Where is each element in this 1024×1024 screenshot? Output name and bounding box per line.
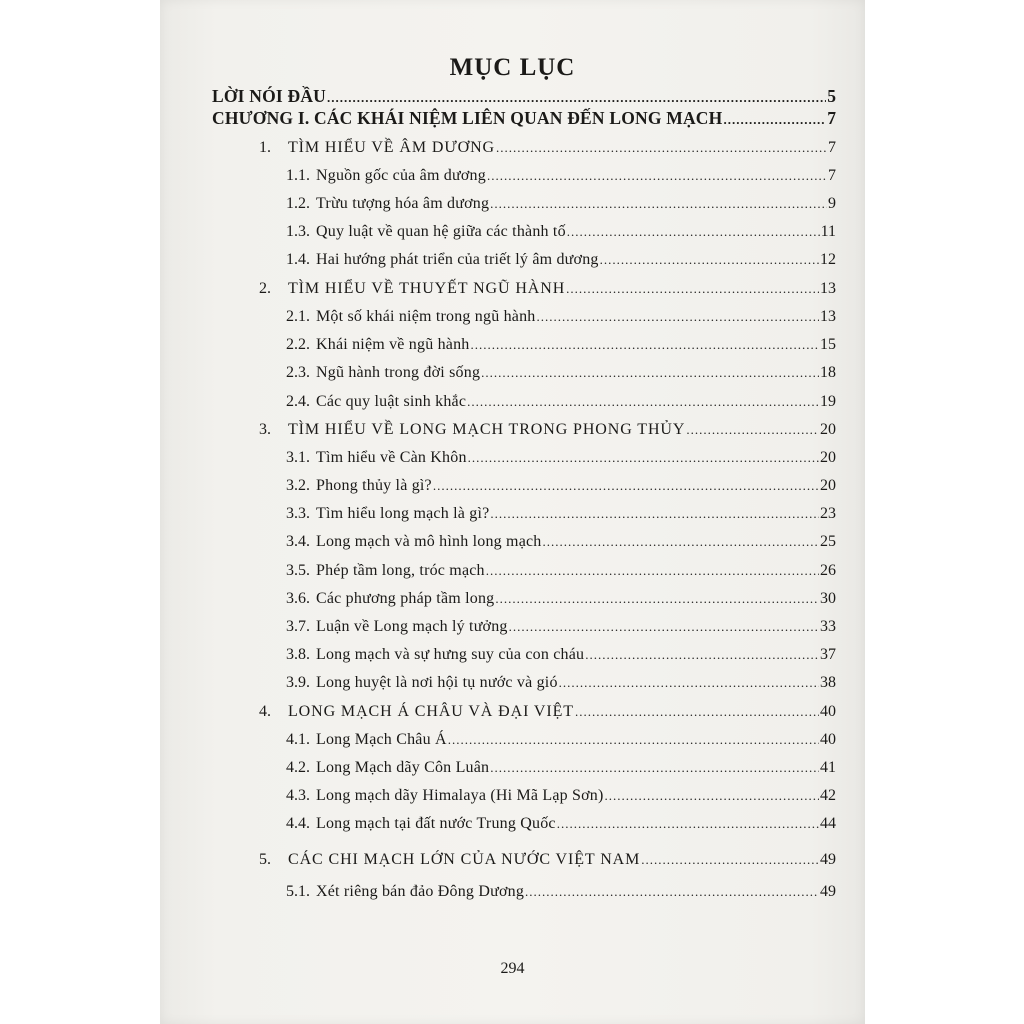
toc-entry-page: 7: [828, 167, 836, 184]
toc-entry-page: 26: [820, 562, 836, 579]
toc-subsection-entry: [286, 533, 836, 555]
dot-leader: [557, 816, 819, 832]
toc-entry-page: 25: [820, 533, 836, 550]
toc-subsection-entry: [286, 336, 836, 358]
toc-entry-page: 12: [820, 251, 836, 268]
toc-subsection-entry: [286, 646, 836, 668]
toc-entry-page: 40: [820, 703, 836, 720]
toc-entry-title: Long mạch và sự hưng suy của con cháu: [316, 646, 585, 663]
toc-entry-page: 49: [820, 851, 836, 868]
toc-entry-title: Phép tầm long, tróc mạch: [316, 562, 485, 579]
toc-entry-number: 4.: [259, 703, 271, 720]
toc-subsection-entry: [286, 562, 836, 584]
toc-subsection-entry: [286, 590, 836, 612]
toc-entry-page: 20: [820, 449, 836, 466]
toc-subsection-entry: [286, 308, 836, 330]
dot-leader: [487, 168, 827, 184]
toc-entry-page: 42: [820, 787, 836, 804]
dot-leader: [723, 112, 826, 128]
toc-entry-page: 7: [827, 108, 836, 128]
page-title: MỤC LỤC: [449, 54, 576, 81]
dot-leader: [495, 591, 819, 607]
toc-subsection-entry: [286, 477, 836, 499]
toc-subsection-entry: [286, 815, 836, 837]
toc-entry-title: Long mạch tại đất nước Trung Quốc: [316, 815, 556, 832]
toc-subsection-entry: [286, 674, 836, 696]
toc-entry-title: Xét riêng bán đảo Đông Dương: [316, 883, 525, 900]
dot-leader: [509, 619, 819, 635]
dot-leader: [486, 563, 819, 579]
toc-section-entry: [259, 280, 836, 302]
toc-section-entry: [259, 851, 836, 873]
dot-leader: [543, 534, 819, 550]
toc-subsection-entry: [286, 618, 836, 640]
toc-chapter-entry: [212, 108, 836, 130]
toc-entry-title: Hai hướng phát triển của triết lý âm dương: [316, 251, 599, 268]
dot-leader: [585, 647, 819, 663]
toc-subsection-entry: [286, 787, 836, 809]
dot-leader: [605, 788, 819, 804]
toc-entry-number: 3.4.: [286, 533, 310, 550]
toc-entry-page: 13: [820, 308, 836, 325]
toc-subsection-entry: [286, 449, 836, 471]
toc-entry-page: 20: [820, 477, 836, 494]
toc-entry-title: Long Mạch Châu Á: [316, 731, 447, 748]
toc-entry-page: 9: [828, 195, 836, 212]
dot-leader: [490, 196, 827, 212]
toc-entry-number: 3.5.: [286, 562, 310, 579]
toc-subsection-entry: [286, 251, 836, 273]
toc-entry-page: 18: [820, 364, 836, 381]
toc-entry-page: 30: [820, 590, 836, 607]
toc-entry-number: 1.: [259, 139, 271, 156]
toc-entry-title: Phong thủy là gì?: [316, 477, 432, 494]
toc-entry-page: 13: [820, 280, 836, 297]
toc-entry-page: 44: [820, 815, 836, 832]
toc-entry-number: 3.1.: [286, 449, 310, 466]
dot-leader: [559, 675, 819, 691]
toc-entry-page: 23: [820, 505, 836, 522]
toc-entry-title: Ngũ hành trong đời sống: [316, 364, 481, 381]
toc-entry-number: 3.9.: [286, 674, 310, 691]
book-page: [160, 0, 865, 1024]
toc-entry-number: 3.2.: [286, 477, 310, 494]
dot-leader: [686, 422, 819, 438]
toc-entry-title: Long Mạch dãy Côn Luân: [316, 759, 490, 776]
toc-entry-title: Long huyệt là nơi hội tụ nước và gió: [316, 674, 558, 691]
toc-entry-page: 7: [828, 139, 836, 156]
dot-leader: [490, 506, 819, 522]
toc-subsection-entry: [286, 393, 836, 415]
table-of-contents: [160, 0, 865, 1024]
toc-entry-number: 3.6.: [286, 590, 310, 607]
toc-section-entry: [259, 421, 836, 443]
toc-entry-title: Các quy luật sinh khắc: [316, 393, 467, 410]
toc-entry-page: 15: [820, 336, 836, 353]
toc-entry-title: Khái niệm về ngũ hành: [316, 336, 470, 353]
toc-entry-number: 3.3.: [286, 505, 310, 522]
dot-leader: [433, 478, 819, 494]
toc-entry-title: TÌM HIỂU VỀ THUYẾT NGŨ HÀNH: [288, 280, 566, 297]
toc-entry-title: Tìm hiểu long mạch là gì?: [316, 505, 490, 522]
dot-leader: [490, 760, 819, 776]
toc-entry-number: 3.7.: [286, 618, 310, 635]
dot-leader: [471, 337, 820, 353]
toc-subsection-entry: [286, 364, 836, 386]
dot-leader: [448, 732, 819, 748]
toc-entry-number: 3.8.: [286, 646, 310, 663]
dot-leader: [496, 140, 827, 156]
dot-leader: [468, 450, 819, 466]
page-number: 294: [500, 960, 525, 977]
dot-leader: [481, 365, 819, 381]
toc-entry-number: 2.1.: [286, 308, 310, 325]
toc-subsection-entry: [286, 883, 836, 905]
toc-entry-page: 37: [820, 646, 836, 663]
toc-entry-number: 4.2.: [286, 759, 310, 776]
toc-entry-title: Tìm hiểu về Càn Khôn: [316, 449, 467, 466]
toc-subsection-entry: [286, 223, 836, 245]
toc-entry-number: 2.4.: [286, 393, 310, 410]
toc-entry-page: 41: [820, 759, 836, 776]
toc-entry-page: 33: [820, 618, 836, 635]
toc-entry-title: LỜI NÓI ĐẦU: [212, 86, 327, 106]
toc-entry-page: 20: [820, 421, 836, 438]
dot-leader: [567, 224, 820, 240]
toc-entry-number: 4.3.: [286, 787, 310, 804]
dot-leader: [525, 884, 819, 900]
toc-entry-title: CÁC CHI MẠCH LỚN CỦA NƯỚC VIỆT NAM: [288, 851, 641, 868]
toc-subsection-entry: [286, 195, 836, 217]
toc-entry-number: 1.1.: [286, 167, 310, 184]
toc-subsection-entry: [286, 167, 836, 189]
toc-entry-title: Trừu tượng hóa âm dương: [316, 195, 490, 212]
toc-chapter-entry: [212, 86, 836, 108]
toc-entry-title: Long mạch dãy Himalaya (Hi Mã Lạp Sơn): [316, 787, 604, 804]
toc-subsection-entry: [286, 505, 836, 527]
toc-entry-title: Luận về Long mạch lý tưởng: [316, 618, 508, 635]
toc-entry-number: 1.2.: [286, 195, 310, 212]
toc-entry-title: TÌM HIỂU VỀ LONG MẠCH TRONG PHONG THỦY: [288, 421, 686, 438]
toc-entry-title: Long mạch và mô hình long mạch: [316, 533, 542, 550]
dot-leader: [327, 90, 826, 106]
toc-entry-title: LONG MẠCH Á CHÂU VÀ ĐẠI VIỆT: [288, 703, 574, 720]
toc-entry-page: 38: [820, 674, 836, 691]
toc-section-entry: [259, 139, 836, 161]
toc-entry-number: 1.4.: [286, 251, 310, 268]
toc-entry-page: 40: [820, 731, 836, 748]
dot-leader: [600, 252, 819, 268]
toc-entry-title: Nguồn gốc của âm dương: [316, 167, 486, 184]
toc-entry-number: 3.: [259, 421, 271, 438]
toc-subsection-entry: [286, 759, 836, 781]
toc-entry-title: Các phương pháp tầm long: [316, 590, 495, 607]
toc-entry-title: Quy luật về quan hệ giữa các thành tố: [316, 223, 566, 240]
toc-section-entry: [259, 703, 836, 725]
toc-entry-number: 1.3.: [286, 223, 310, 240]
toc-entry-number: 5.1.: [286, 883, 310, 900]
toc-entry-title: CHƯƠNG I. CÁC KHÁI NIỆM LIÊN QUAN ĐẾN LONG MẠCH: [212, 108, 723, 128]
toc-entry-number: 2.2.: [286, 336, 310, 353]
toc-subsection-entry: [286, 731, 836, 753]
toc-entry-title: TÌM HIỂU VỀ ÂM DƯƠNG: [288, 139, 495, 156]
toc-entry-page: 5: [827, 86, 836, 106]
toc-entry-title: Một số khái niệm trong ngũ hành: [316, 308, 536, 325]
toc-entry-number: 5.: [259, 851, 271, 868]
dot-leader: [575, 704, 819, 720]
toc-entry-page: 11: [820, 223, 836, 240]
toc-entry-number: 4.1.: [286, 731, 310, 748]
dot-leader: [467, 394, 819, 410]
dot-leader: [641, 852, 819, 868]
dot-leader: [537, 309, 819, 325]
toc-entry-number: 2.: [259, 280, 271, 297]
toc-entry-number: 2.3.: [286, 364, 310, 381]
dot-leader: [566, 281, 819, 297]
toc-entry-page: 19: [820, 393, 836, 410]
toc-entry-number: 4.4.: [286, 815, 310, 832]
toc-entry-page: 49: [820, 883, 836, 900]
